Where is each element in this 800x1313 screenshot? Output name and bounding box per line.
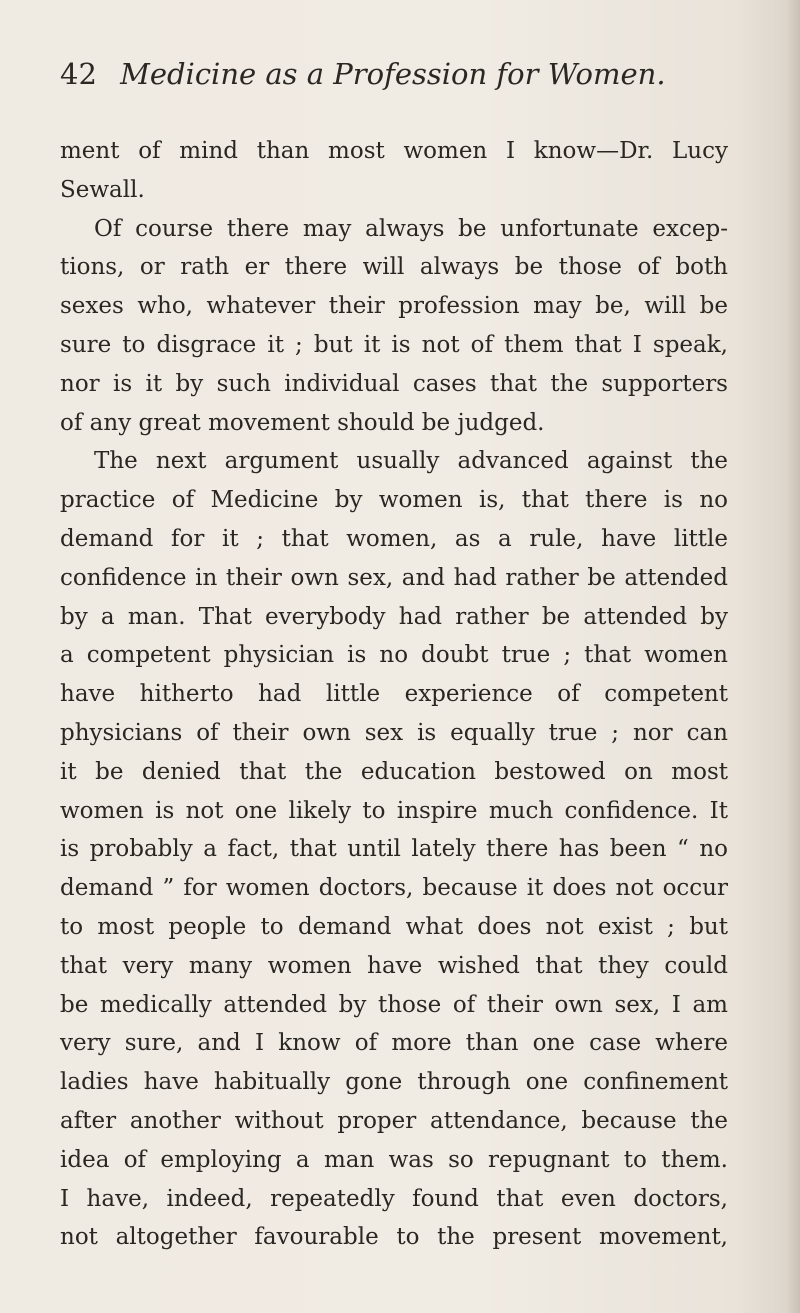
paragraph-2 xyxy=(60,210,728,443)
text-line: it be denied that the education bestowed on most xyxy=(60,758,728,785)
text-line: physicians of their own sex is equally true ; nor can xyxy=(60,719,728,746)
text-line: I have, indeed, repeatedly found that even doctors, xyxy=(60,1185,728,1212)
text-line: Sewall. xyxy=(60,176,145,203)
page-number: 42 xyxy=(60,57,97,91)
text-line: idea of employing a man was so repugnant to them. xyxy=(60,1146,728,1173)
text-line: ment of mind than most women I know—Dr. Lucy xyxy=(60,138,728,164)
paragraph-1 xyxy=(60,132,728,210)
running-title: Medicine as a Profession for Women. xyxy=(120,57,666,91)
text-line: that very many women have wished that they could xyxy=(60,952,728,979)
text-line: a competent physician is no doubt true ; that women xyxy=(60,642,728,669)
text-line: Of course there may always be unfortunate excep- xyxy=(94,215,728,242)
text-line: very sure, and I know of more than one case where xyxy=(60,1030,728,1057)
text-line: ladies have habitually gone through one confinement xyxy=(60,1069,728,1096)
text-line: demand for it ; that women, as a rule, have little xyxy=(60,525,728,552)
text-line: confidence in their own sex, and had rather be attended xyxy=(60,564,728,591)
body-text xyxy=(60,132,728,1257)
text-line: tions, or rath er there will always be those of both xyxy=(60,254,728,281)
text-line: women is not one likely to inspire much confidence. It xyxy=(60,797,728,824)
text-line: nor is it by such individual cases that the supporters xyxy=(60,370,728,397)
text-line: to most people to demand what does not exist ; but xyxy=(60,913,728,940)
text-line: be medically attended by those of their own sex, I am xyxy=(60,991,728,1018)
paragraph-3 xyxy=(60,442,728,1257)
text-line: of any great movement should be judged. xyxy=(60,409,545,436)
text-line: after another without proper attendance, because the xyxy=(60,1107,728,1134)
text-line: have hitherto had little experience of competent xyxy=(60,681,728,708)
text-line: not altogether favourable to the present movement, xyxy=(60,1224,728,1251)
text-line: The next argument usually advanced against the xyxy=(94,448,728,475)
text-line: demand ” for women doctors, because it does not occur xyxy=(60,875,728,902)
text-line: is probably a fact, that until lately there has been “ no xyxy=(60,836,728,863)
text-line: sure to disgrace it ; but it is not of them that I speak, xyxy=(60,331,728,358)
text-line: by a man. That everybody had rather be attended by xyxy=(60,603,728,630)
text-line: practice of Medicine by women is, that there is no xyxy=(60,487,728,514)
page-header xyxy=(60,56,760,92)
text-line: sexes who, whatever their profession may be, will be xyxy=(60,293,728,320)
page-edge-shadow xyxy=(786,0,800,1313)
